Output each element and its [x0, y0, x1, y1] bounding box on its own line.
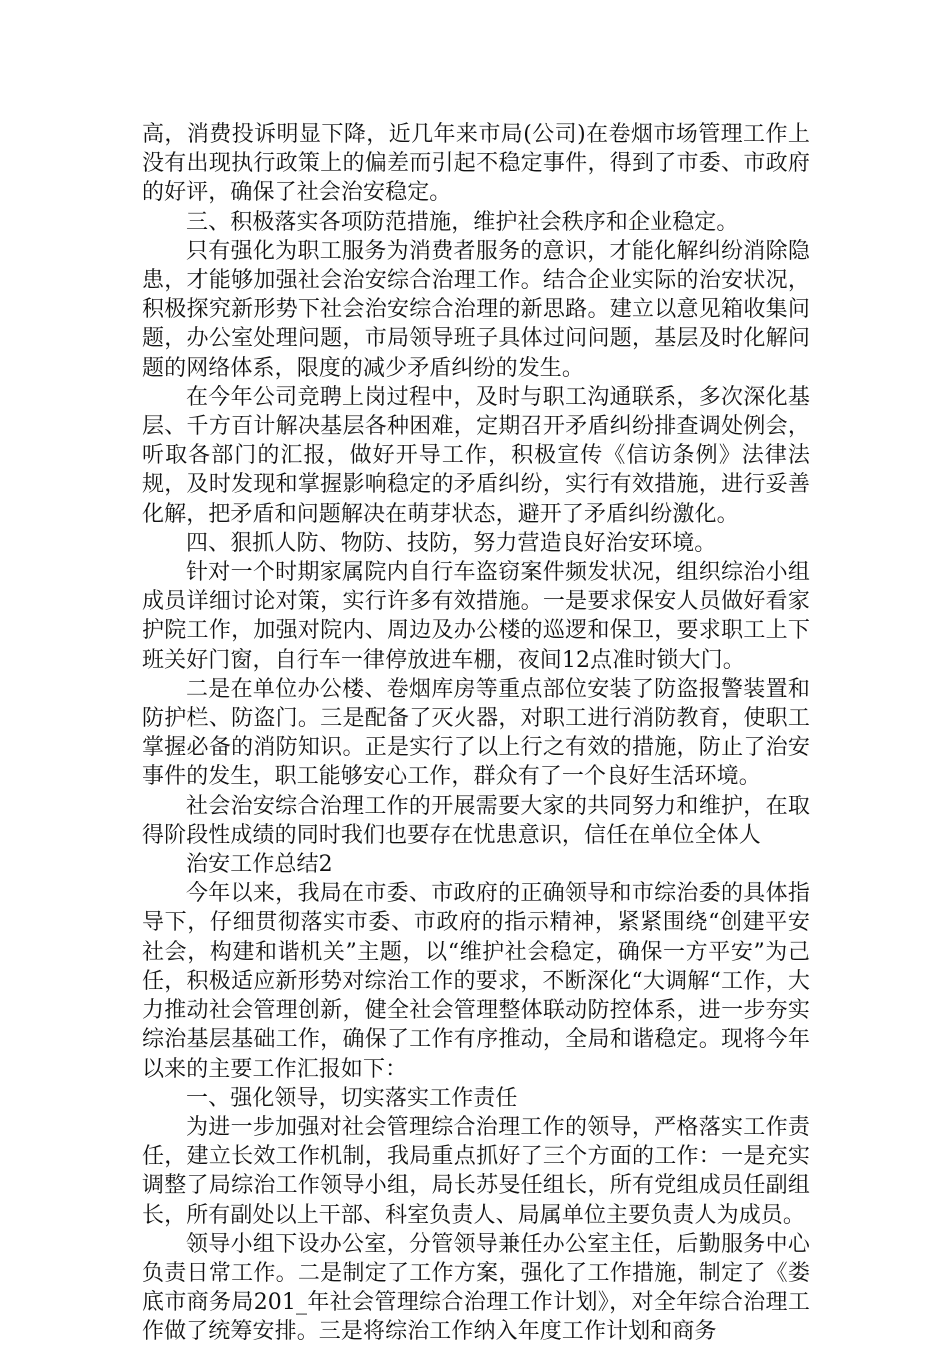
- section-heading-4: 四、狠抓人防、物防、技防，努力营造良好治安环境。: [186, 530, 717, 556]
- paragraph-6: 针对一个时期家属院内自行车盗窃案件频发状况，组织综治小组成员详细讨论对策，实行许多有效措施。一是要求保安人员做好看家护院工作，加强对院内、周边及办公楼的巡逻和保卫，要求职工上下班关好门窗，自行车一律停放进车棚，夜间12点准时锁大门。: [142, 560, 810, 673]
- paragraph-10: 今年以来，我局在市委、市政府的正确领导和市综治委的具体指导下，仔细贯彻落实市委、市政府的指示精神，紧紧围绕“创建平安社会，构建和谐机关”主题，以“维护社会稳定，确保一方平安”为己任，积极适应新形势对综治工作的要求，不断深化“大调解“工作，大力推动社会管理创新，健全社会管理整体联动防控体系，进一步夯实综治基层基础工作，确保了工作有序推动，全局和谐稳定。现将今年以来的主要工作汇报如下：: [142, 881, 810, 1082]
- section-heading-1: 一、强化领导，切实落实工作责任: [186, 1085, 518, 1111]
- paragraph-4: 在今年公司竞聘上岗过程中，及时与职工沟通联系，多次深化基层、千方百计解决基层各种困难，定期召开矛盾纠纷排查调处例会，听取各部门的汇报，做好开导工作，积极宣传《信访条例》法律法规，及时发现和掌握影响稳定的矛盾纠纷，实行有效措施，进行妥善化解，把矛盾和问题解决在萌芽状态，避开了矛盾纠纷激化。: [142, 384, 810, 527]
- section-heading-3: 三、积极落实各项防范措施，维护社会秩序和企业稳定。: [186, 209, 739, 235]
- paragraph-13: 领导小组下设办公室，分管领导兼任办公室主任，后勤服务中心负责日常工作。二是制定了工作方案，强化了工作措施，制定了《娄底市商务局201_年社会管理综合治理工作计划》，对全年综合治理工作做了统筹安排。三是将综治工作纳入年度工作计划和商务: [142, 1231, 810, 1345]
- paragraph-7: 二是在单位办公楼、卷烟库房等重点部位安装了防盗报警装置和防护栏、防盗门。三是配备了灭火器，对职工进行消防教育，使职工掌握必备的消防知识。正是实行了以上行之有效的措施，防止了治安事件的发生，职工能够安心工作，群众有了一个良好生活环境。: [142, 676, 810, 790]
- paragraph-8: 社会治安综合治理工作的开展需要大家的共同努力和维护，在取得阶段性成绩的同时我们也要存在忧患意识，信任在单位全体人: [142, 793, 810, 848]
- paragraph-3: 只有强化为职工服务为消费者服务的意识，才能化解纠纷消除隐患，才能够加强社会治安综合治理工作。结合企业实际的治安状况，积极探究新形势下社会治安综合治理的新思路。建立以意见箱收集问题，办公室处理问题，市局领导班子具体过问问题，基层及时化解问题的网络体系，限度的减少矛盾纠纷的发生。: [142, 238, 810, 381]
- paragraph-12: 为进一步加强对社会管理综合治理工作的领导，严格落实工作责任，建立长效工作机制，我局重点抓好了三个方面的工作：一是充实调整了局综治工作领导小组，局长苏旻任组长，所有党组成员任副组长，所有副处以上干部、科室负责人、局属单位主要负责人为成员。: [142, 1114, 810, 1228]
- document-title-2: 治安工作总结2: [186, 852, 333, 878]
- paragraph-1: 高，消费投诉明显下降，近几年来市局(公司)在卷烟市场管理工作上没有出现执行政策上的偏差而引起不稳定事件，得到了市委、市政府的好评，确保了社会治安稳定。: [142, 122, 810, 206]
- document-body: [142, 120, 810, 1347]
